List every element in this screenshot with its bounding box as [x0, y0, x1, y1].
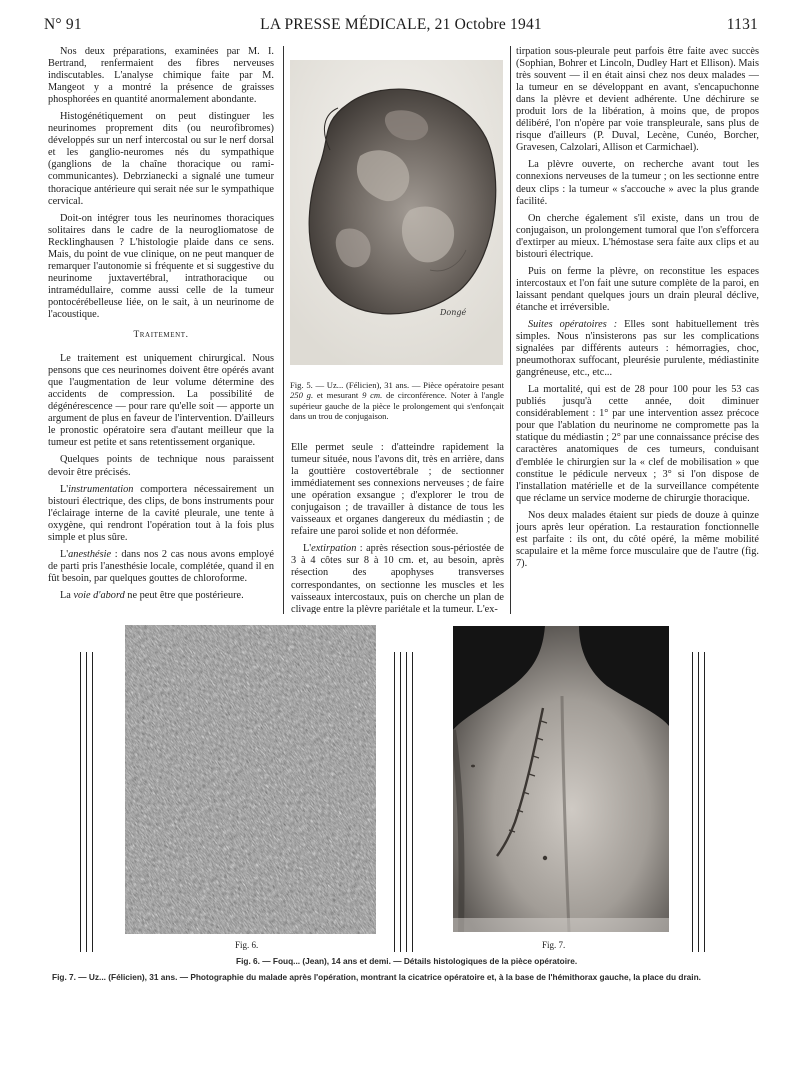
figure-5-caption: Fig. 5. — Uz... (Félicien), 31 ans. — Pièce opératoire pesant 250 g. et mesurant 9 cm. de circonférence. Noter à l'angle supérieur gauche de la pièce le prolongement qui s'enfonçait dans un trou de conjugaison. — [290, 380, 504, 422]
italic-term: instrumentation — [68, 483, 134, 495]
italic-term: extirpation — [311, 543, 357, 555]
patient-back-drawing — [453, 626, 669, 932]
text-column-2 — [291, 442, 504, 614]
paragraph: Doit-on intégrer tous les neurinomes thoraciques solitaires dans le cadre de la neurogliomatose de Recklinghausen ? L'histologie plaide dans ce sens. Mais, du point de vue clinique, on ne peut manquer de remarquer l'autonomie si fréquente et si suggestive du neurinome juxtavertébral, intrathoracique ou intramédullaire, comme aussi celle de la tumeur pontocérébelleuse liée, on le sait, à un neurinome de l'acoustique. — [48, 212, 274, 320]
figure-7-caption: Fig. 7. — Uz... (Félicien), 31 ans. — Photographie du malade après l'opération, montrant la cicatrice opératoire et, à la base de l'hémithorax gauche, la place du drain. — [52, 972, 701, 982]
italic-term: voie d'abord — [73, 589, 125, 601]
figure-6-histology-photo — [125, 625, 376, 934]
decorative-lines-middle — [394, 652, 424, 952]
column-rule-right — [510, 46, 511, 614]
journal-title: LA PRESSE MÉDICALE, 21 Octobre 1941 — [260, 16, 542, 33]
paragraph: Le traitement est uniquement chirurgical. Nous pensons que ces neurinomes doivent être opérés avant que l'augmentation de leur volume détermine des accidents de compression. La possibilité de dégénérescence — pour rare qu'elle soit — apporte un argument de plus en faveur de l'intervention. D'ailleurs le pronostic opératoire sera d'autant meilleur que la tumeur est petite et sans retentissement organique. — [48, 353, 274, 449]
page-number: 1131 — [726, 16, 758, 33]
paragraph: L'anesthésie : dans nos 2 cas nous avons employé de parti pris l'anesthésie locale, complétée, quand il en fût besoin, par quelques gouttes de chloroforme. — [48, 548, 274, 584]
paragraph: Elle permet seule : d'atteindre rapidement la tumeur située, nous l'avons dit, très en arrière, dans la gouttière costovertébrale ; de sectionner immédiatement ses connexions nerveuses ; de faire une opération exsangue ; d'explorer le trou de conjugaison ; de travailler à distance de tous les vaisseaux et organes dangereux du médiastin ; de refaire une paroi solide et non déformée. — [291, 442, 504, 538]
section-heading: Traitement. — [133, 330, 189, 341]
artist-signature: Dongé — [440, 308, 467, 317]
paragraph: L'instrumentation comportera nécessairement un bistouri électrique, des clips, de bons instruments pour l'éclairage interne de la cavité pleurale, une tente à oxygène, qui rendront l'opération tout à la fois plus simple et plus sûre. — [48, 483, 274, 543]
column-rule-left — [283, 46, 284, 614]
paragraph: Nos deux malades étaient sur pieds de douze à quinze jours après leur opération. La restauration fonctionnelle est parfaite : ils ont, du côté opéré, la même mobilité scapulaire et la même force musculaire que de l'autre (fig. 7). — [516, 509, 759, 569]
paragraph: La mortalité, qui est de 28 pour 100 pour les 53 cas publiés jusqu'à cette année, doit diminuer considérablement : 1° par une intervention assez précoce pour que l'ablation du neurinome ne compromette pas la statique du médiastin ; 2° par une connaissance précise des caractères anatomiques de ces tumeurs, conduisant d'emblée le chirurgien sur la « clef de mobilisation » que constitue le pédicule nerveux ; 3° si l'on dispose de l'installation matérielle et de la surveillance compétente que réclame un service moderne de chirurgie thoracique. — [516, 384, 759, 504]
paragraph: On cherche également s'il existe, dans un trou de conjugaison, un prolongement tumoral que l'on s'efforcera d'extirper au mieux. L'hémostase sera faite aux clips et au bistouri électrique. — [516, 212, 759, 260]
paragraph: Suites opératoires : Elles sont habituellement très simples. Nous n'insisterons pas sur les complications signalées par différents auteurs : hémorragies, choc, pneumothorax suffocant, pleurésie purulente, médiastinite gangréneuse, etc., etc... — [516, 318, 759, 379]
paragraph: La voie d'abord ne peut être que postérieure. — [60, 589, 244, 601]
italic-term: Suites opératoires : — [528, 318, 618, 330]
paragraph: Quelques points de technique nous paraissent devoir être précisés. — [48, 454, 274, 478]
tumour-drawing — [290, 60, 503, 365]
decorative-lines-left — [80, 652, 100, 952]
figure-6-caption: Fig. 6. — Fouq... (Jean), 14 ans et demi. — Détails histologiques de la pièce opératoire. — [236, 956, 578, 966]
figure-6-label: Fig. 6. — [235, 940, 259, 950]
italic-term: anesthésie — [68, 548, 112, 560]
paragraph: Nos deux préparations, examinées par M. I. Bertrand, renfermaient des fibres nerveuses indiscutables. L'analyse chimique faite par M. Mangeot y a montré la présence de graisses phosphorées en quantité anormalement abondante. — [48, 46, 274, 106]
histology-texture — [125, 625, 376, 934]
figure-7-label: Fig. 7. — [542, 940, 566, 950]
figure-7-patient-photo — [453, 626, 669, 932]
decorative-lines-right — [692, 652, 712, 952]
page-header — [44, 16, 758, 38]
paragraph: Puis on ferme la plèvre, on reconstitue les espaces intercostaux et l'on fait une suture complète de la paroi, en laissant pendant quelques jours un drain pleural déclive, étanche et irréversible. — [516, 265, 759, 313]
text-column-1 — [48, 46, 274, 611]
paragraph: L'extirpation : après résection sous-périostée de 3 à 4 côtes sur 8 à 10 cm. et, au besoin, après résection des apophyses transverses correspondantes, on sectionne les muscles et les vaisseaux intercostaux, puis on cherche un plan de clivage entre la plèvre pariétale et la tumeur. L'ex- — [291, 543, 504, 614]
paragraph: La plèvre ouverte, on recherche avant tout les connexions nerveuses de la tumeur ; on les sectionne entre deux clips : la tumeur « s'accouche » avec la plus grande facilité. — [516, 159, 759, 207]
paragraph: Histogénétiquement on peut distinguer les neurinomes proprement dits (ou neurofibromes) développés sur un nerf intercostal ou sur le nerf dorsal et les ganglio-neuromes nés du sympathique (ganglions de la chaîne thoracique ou rami-communicantes). Debrzianecki a signalé une tumeur thoracique antérieure qui serait née sur le sympathique cervical. — [48, 111, 274, 207]
paragraph: tirpation sous-pleurale peut parfois être faite avec succès (Sophian, Bohrer et Lincoln, Dudley Hart et Ellison). Mais très souvent — il en était ainsi chez nos deux malades — la tumeur en se développant en avant, s'encapuchonne dans la plèvre et devient adhérente. Une déchirure se produit lors de la libération, à moins que, de propos délibéré, l'on n'opère par voie transpleurale, sans plus de risque d'ailleurs (P. Duval, Lecène, Cunéo, Borcher, Gravesen, Calzolari, Allison et Carmichael). — [516, 46, 759, 154]
issue-number: N° 91 — [44, 16, 82, 33]
text-column-3 — [516, 46, 759, 613]
figure-5-illustration — [290, 60, 503, 365]
